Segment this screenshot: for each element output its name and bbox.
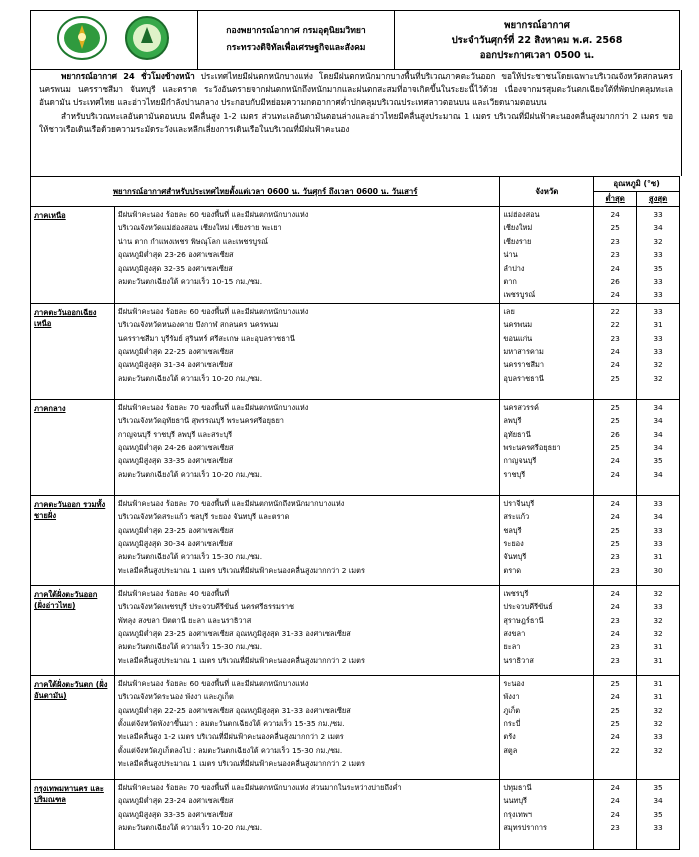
- province-name: สระแก้ว: [503, 512, 530, 522]
- region-row: [31, 495, 680, 585]
- max-temp: 32: [653, 718, 663, 728]
- province-name: ระนอง: [503, 678, 525, 688]
- province-name: ราชบุรี: [503, 469, 526, 479]
- forecast-line: อุณหภูมิต่ำสุด 22-25 องศาเซลเซียส: [117, 346, 234, 356]
- forecast-line: บริเวณจังหวัดอุทัยธานี สุพรรณบุรี พระนครศรีอยุธยา: [117, 416, 284, 426]
- min-temp: 24: [610, 290, 620, 300]
- region-forecast: [114, 675, 500, 779]
- province-list: [500, 675, 594, 779]
- max-temp: 31: [653, 655, 663, 665]
- region-name: ภาคตะวันออก รวมทั้งชายฝั่ง: [31, 495, 115, 585]
- max-temp: 30: [653, 565, 663, 575]
- province-name: พังงา: [503, 692, 520, 702]
- min-col-header: ต่ำสุด: [594, 192, 637, 207]
- max-temp: 33: [653, 498, 663, 508]
- forecast-line: ทะเลมีคลื่นสูงประมาณ 1 เมตร บริเวณที่มีฝนฟ้าคะนองคลื่นสูงมากกว่า 2 เมตร: [117, 655, 365, 665]
- min-temp: 24: [610, 796, 620, 806]
- region-name: ภาคตะวันออกเฉียงเหนือ: [31, 303, 115, 399]
- min-temp: 24: [610, 498, 620, 508]
- max-temp: 34: [653, 512, 663, 522]
- province-name: นครราชสีมา: [503, 360, 545, 370]
- region-row: [31, 585, 680, 675]
- region-body: [31, 207, 680, 850]
- forecast-line: อุณหภูมิต่ำสุด 23-25 องศาเซลเซียส อุณหภูมิสูงสุด 31-33 องศาเซลเซียส: [117, 628, 351, 638]
- min-temp: 26: [610, 276, 620, 286]
- min-temp-list: [594, 495, 637, 585]
- max-temp: 35: [653, 263, 663, 273]
- min-temp: 25: [610, 718, 620, 728]
- max-temp: 31: [653, 678, 663, 688]
- forecast-line: บริเวณจังหวัดแม่ฮ่องสอน เชียงใหม่ เชียงราย พะเยา: [117, 223, 282, 233]
- min-temp: 25: [610, 223, 620, 233]
- max-temp-list: [637, 399, 680, 495]
- max-temp: 31: [653, 692, 663, 702]
- province-name: ระยอง: [503, 538, 524, 548]
- max-temp: 33: [653, 732, 663, 742]
- max-temp: 34: [653, 429, 663, 439]
- min-temp: 22: [610, 320, 620, 330]
- province-name: มหาสารคาม: [503, 346, 544, 356]
- intro-para1: [39, 70, 673, 110]
- region-forecast: [114, 303, 500, 399]
- max-temp: 33: [653, 602, 663, 612]
- max-temp: 31: [653, 320, 663, 330]
- max-temp-list: [637, 585, 680, 675]
- forecast-line: มีฝนฟ้าคะนอง ร้อยละ 70 ของพื้นที่ และมีฝนตกหนักบางแห่ง: [117, 402, 309, 412]
- forecast-line: มีฝนฟ้าคะนอง ร้อยละ 70 ของพื้นที่ และมีฝนตกหนักถึงหนักมากบางแห่ง: [117, 498, 345, 508]
- province-list: [500, 495, 594, 585]
- province-name: จันทบุรี: [503, 552, 527, 562]
- province-name: ตรัง: [503, 732, 516, 742]
- province-name: ตราด: [503, 565, 522, 575]
- agency-cell: [198, 11, 395, 70]
- province-name: กระบี่: [503, 718, 521, 728]
- max-temp: 33: [653, 250, 663, 260]
- max-temp: 33: [653, 346, 663, 356]
- forecast-line: มีฝนฟ้าคะนอง ร้อยละ 70 ของพื้นที่ และมีฝนตกหนักบางแห่ง ส่วนมากในระหว่างบ่ายถึงค่ำ: [117, 782, 402, 792]
- min-temp: 24: [610, 360, 620, 370]
- region-row: [31, 779, 680, 849]
- province-name: เลย: [503, 306, 515, 316]
- province-list: [500, 207, 594, 304]
- min-temp: 23: [610, 250, 620, 260]
- forecast-line: บริเวณจังหวัดเพชรบุรี ประจวบคีรีขันธ์ นครศรีธรรมราช: [117, 602, 294, 612]
- max-temp: 34: [653, 416, 663, 426]
- min-temp: 25: [610, 373, 620, 383]
- forecast-line: อุณหภูมิสูงสุด 33-35 องศาเซลเซียส: [117, 809, 233, 819]
- max-temp: 33: [653, 210, 663, 219]
- region-name: ภาคใต้ฝั่งตะวันออก (ฝั่งอ่าวไทย): [31, 585, 115, 675]
- max-temp: 33: [653, 538, 663, 548]
- region-name: กรุงเทพมหานคร และปริมณฑล: [31, 779, 115, 849]
- forecast-line: อุณหภูมิต่ำสุด 24-26 องศาเซลเซียส: [117, 442, 234, 452]
- max-temp: 31: [653, 552, 663, 562]
- min-temp: 25: [610, 525, 620, 535]
- max-temp: 33: [653, 822, 663, 832]
- province-name: เพชรบูรณ์: [503, 290, 536, 300]
- forecast-line: กาญจนบุรี ราชบุรี ลพบุรี และสระบุรี: [117, 429, 233, 439]
- max-temp: 32: [653, 628, 663, 638]
- max-temp: 34: [653, 469, 663, 479]
- max-temp: 33: [653, 290, 663, 300]
- province-name: ขอนแก่น: [503, 333, 533, 343]
- max-temp: 32: [653, 373, 663, 383]
- province-name: เชียงใหม่: [503, 223, 533, 233]
- max-temp-list: [637, 303, 680, 399]
- min-temp: 24: [610, 210, 620, 219]
- forecast-line: อุณหภูมิต่ำสุด 23-25 องศาเซลเซียส: [117, 525, 234, 535]
- forecast-line: นครราชสีมา บุรีรัมย์ สุรินทร์ ศรีสะเกษ และอุบลราชธานี: [117, 333, 295, 343]
- max-temp: 31: [653, 642, 663, 652]
- forecast-line: มีฝนฟ้าคะนอง ร้อยละ 60 ของพื้นที่ และมีฝนตกหนักบางแห่ง: [117, 306, 309, 316]
- min-temp: 23: [610, 655, 620, 665]
- max-temp-list: [637, 207, 680, 304]
- min-temp: 23: [610, 552, 620, 562]
- min-temp: 25: [610, 705, 620, 715]
- province-name: นครพนม: [503, 320, 533, 330]
- forecast-line: พัทลุง สงขลา ปัตตานี ยะลา และนราธิวาส: [117, 615, 252, 625]
- forecast-cell: [395, 11, 680, 70]
- min-temp: 23: [610, 236, 620, 246]
- forecast-line: อุณหภูมิสูงสุด 31-34 องศาเซลเซียส: [117, 360, 233, 370]
- max-temp: 32: [653, 615, 663, 625]
- max-temp: 32: [653, 745, 663, 755]
- max-temp: 34: [653, 796, 663, 806]
- min-temp-list: [594, 585, 637, 675]
- max-temp: 32: [653, 588, 663, 598]
- max-temp: 32: [653, 360, 663, 370]
- province-name: ปราจีนบุรี: [503, 498, 535, 508]
- region-row: [31, 399, 680, 495]
- forecast-col-header: พยากรณ์อากาศสำหรับประเทศไทยตั้งแต่เวลา 0600 น. วันศุกร์ ถึงเวลา 0600 น. วันเสาร์: [31, 177, 500, 207]
- intro-lead: พยากรณ์อากาศ 24 ชั่วโมงข้างหน้า: [61, 71, 195, 81]
- region-row: [31, 303, 680, 399]
- forecast-line: ลมตะวันตกเฉียงใต้ ความเร็ว 15-30 กม./ชม.: [117, 642, 263, 652]
- province-name: นนทบุรี: [503, 796, 528, 806]
- intro-text: [30, 70, 682, 176]
- min-temp: 23: [610, 642, 620, 652]
- min-temp: 25: [610, 538, 620, 548]
- min-temp: 25: [610, 678, 620, 688]
- min-temp: 23: [610, 565, 620, 575]
- min-temp-list: [594, 207, 637, 304]
- forecast-line: ทะเลมีคลื่นสูงประมาณ 1 เมตร บริเวณที่มีฝนฟ้าคะนองคลื่นสูงมากกว่า 2 เมตร: [117, 565, 365, 575]
- min-temp: 22: [610, 306, 620, 316]
- min-temp: 24: [610, 456, 620, 466]
- province-name: เชียงราย: [503, 236, 532, 246]
- intro-para2: สำหรับบริเวณทะเลอันดามันตอนบน มีคลื่นสูง 1-2 เมตร ส่วนทะเลอันดามันตอนล่างและอ่าวไทยมีคลื่นสูงประมาณ 1 เมตร บริเวณที่มีฝนฟ้าคะนองคลื่นสูงมากกว่า 2 เมตร ขอให้ชาวเรือเดินเรือด้วยความระมัดระวังและหลีกเลี่ยงการเดินเรือในบริเวณที่มีฝนฟ้าคะนอง: [39, 110, 673, 134]
- min-temp: 25: [610, 442, 620, 452]
- min-temp-list: [594, 675, 637, 779]
- agency-line2: กระทรวงดิจิทัลเพื่อเศรษฐกิจและสังคม: [226, 43, 366, 53]
- province-name: สมุทรปราการ: [503, 822, 548, 832]
- province-name: เพชรบุรี: [503, 588, 529, 598]
- province-name: ประจวบคีรีขันธ์: [503, 602, 553, 612]
- max-temp: 33: [653, 333, 663, 343]
- agency-line1: กองพยากรณ์อากาศ กรมอุตุนิยมวิทยา: [226, 26, 366, 36]
- min-temp: 24: [610, 588, 620, 598]
- region-forecast: [114, 399, 500, 495]
- region-name: ภาคกลาง: [31, 399, 115, 495]
- max-temp: 33: [653, 525, 663, 535]
- min-temp: 23: [610, 333, 620, 343]
- province-list: [500, 303, 594, 399]
- min-temp: 24: [610, 692, 620, 702]
- region-forecast: [114, 207, 500, 304]
- forecast-line: มีฝนฟ้าคะนอง ร้อยละ 60 ของพื้นที่ และมีฝนตกหนักบางแห่ง: [117, 678, 309, 688]
- province-name: ภูเก็ต: [503, 705, 521, 715]
- forecast-date: ประจำวันศุกร์ที่ 22 สิงหาคม พ.ศ. 2568: [451, 34, 623, 46]
- max-temp: 34: [653, 402, 663, 412]
- max-temp: 32: [653, 236, 663, 246]
- min-temp: 24: [610, 602, 620, 612]
- logo-area: [31, 11, 198, 70]
- min-temp: 25: [610, 402, 620, 412]
- max-temp: 35: [653, 809, 663, 819]
- province-name: นครสวรรค์: [503, 402, 539, 412]
- min-temp: 25: [610, 416, 620, 426]
- max-temp: 35: [653, 782, 663, 792]
- province-name: นราธิวาส: [503, 655, 534, 665]
- min-temp: 24: [610, 782, 620, 792]
- forecast-line: บริเวณจังหวัดหนองคาย บึงกาฬ สกลนคร นครพนม: [117, 320, 279, 330]
- province-name: สงขลา: [503, 628, 526, 638]
- region-name: ภาคใต้ฝั่งตะวันตก (ฝั่งอันดามัน): [31, 675, 115, 779]
- province-name: กาญจนบุรี: [503, 456, 537, 466]
- forecast-issued: ออกประกาศเวลา 0500 น.: [479, 49, 595, 61]
- max-temp-list: [637, 495, 680, 585]
- temp-col-header: อุณหภูมิ (°ซ): [594, 177, 680, 192]
- forecast-line: ตั้งแต่จังหวัดพังงาขึ้นมา : ลมตะวันตกเฉียงใต้ ความเร็ว 15-35 กม./ชม.: [117, 718, 345, 728]
- min-temp-list: [594, 779, 637, 849]
- forecast-line: ตั้งแต่จังหวัดภูเก็ตลงไป : ลมตะวันตกเฉียงใต้ ความเร็ว 15-30 กม./ชม.: [117, 745, 343, 755]
- forecast-table: [30, 176, 680, 850]
- province-list: [500, 585, 594, 675]
- province-name: น่าน: [503, 250, 518, 260]
- forecast-line: ลมตะวันตกเฉียงใต้ ความเร็ว 10-20 กม./ชม.: [117, 373, 263, 383]
- forecast-line: ทะเลมีคลื่นสูงประมาณ 1 เมตร บริเวณที่มีฝนฟ้าคะนองคลื่นสูงมากกว่า 2 เมตร: [117, 759, 365, 769]
- province-name: แม่ฮ่องสอน: [503, 210, 540, 219]
- tmd-logo: [56, 15, 108, 65]
- forecast-title: พยากรณ์อากาศ: [504, 19, 570, 31]
- min-temp: 26: [610, 429, 620, 439]
- min-temp: 24: [610, 512, 620, 522]
- min-temp: 24: [610, 809, 620, 819]
- intro-para1-text: ประเทศไทยมีฝนตกหนักบางแห่ง โดยมีฝนตกหนักมากบางพื้นที่บริเวณภาคตะวันออก ขอให้ประชาชนโดยเฉพาะบริเวณจังหวัดสกลนคร นครพนม นครราชสีมา จันทบุรี และตราด ระวังอันตรายจากฝนตกหนักถึงหนักมากและฝนตกสะสมที่อาจเกิดขึ้นในระยะนี้ไว้ด้วย เนื่องจากมรสุมตะวันตกเฉียงใต้ที่พัดปกคลุมทะเลอันดามัน ประเทศไทย และอ่าวไทยมีกำลังปานกลาง ประกอบกับมีหย่อมความกดอากาศต่ำปกคลุมบริเวณประเทศลาวตอนบน และเวียดนามตอนบน: [39, 71, 673, 108]
- region-forecast: [114, 495, 500, 585]
- min-temp: 23: [610, 615, 620, 625]
- forecast-line: อุณหภูมิสูงสุด 33-35 องศาเซลเซียส: [117, 456, 233, 466]
- province-name: อุบลราชธานี: [503, 373, 544, 383]
- forecast-line: มีฝนฟ้าคะนอง ร้อยละ 40 ของพื้นที่: [117, 588, 230, 598]
- min-temp-list: [594, 303, 637, 399]
- forecast-line: อุณหภูมิต่ำสุด 23-24 องศาเซลเซียส: [117, 796, 234, 806]
- forecast-line: บริเวณจังหวัดระนอง พังงา และภูเก็ต: [117, 692, 234, 702]
- forecast-line: มีฝนฟ้าคะนอง ร้อยละ 60 ของพื้นที่ และมีฝนตกหนักบางแห่ง: [117, 210, 309, 219]
- province-name: ตาก: [503, 276, 517, 286]
- province-name: กรุงเทพฯ: [503, 809, 532, 819]
- max-temp-list: [637, 779, 680, 849]
- forecast-line: ลมตะวันตกเฉียงใต้ ความเร็ว 10-20 กม./ชม.: [117, 469, 263, 479]
- min-temp: 24: [610, 469, 620, 479]
- province-name: ชลบุรี: [503, 525, 522, 535]
- forecast-line: อุณหภูมิต่ำสุด 22-25 องศาเซลเซียส อุณหภูมิสูงสุด 31-33 องศาเซลเซียส: [117, 705, 351, 715]
- max-temp: 32: [653, 705, 663, 715]
- province-name: ลำปาง: [503, 263, 525, 273]
- max-temp: 34: [653, 223, 663, 233]
- forecast-line: อุณหภูมิต่ำสุด 23-26 องศาเซลเซียส: [117, 250, 234, 260]
- province-name: ยะลา: [503, 642, 521, 652]
- forecast-line: ทะเลมีคลื่นสูง 1-2 เมตร บริเวณที่มีฝนฟ้าคะนองคลื่นสูงมากกว่า 2 เมตร: [117, 732, 344, 742]
- max-temp: 33: [653, 306, 663, 316]
- region-name: ภาคเหนือ: [31, 207, 115, 304]
- province-name: สุราษฎร์ธานี: [503, 615, 544, 625]
- region-forecast: [114, 585, 500, 675]
- min-temp: 22: [610, 745, 620, 755]
- province-name: ปทุมธานี: [503, 782, 532, 792]
- forecast-line: ลมตะวันตกเฉียงใต้ ความเร็ว 10-20 กม./ชม.: [117, 822, 263, 832]
- forecast-line: บริเวณจังหวัดสระแก้ว ชลบุรี ระยอง จันทบุรี และตราด: [117, 512, 290, 522]
- min-temp: 24: [610, 732, 620, 742]
- max-temp-list: [637, 675, 680, 779]
- region-row: [31, 675, 680, 779]
- province-name: สตูล: [503, 745, 518, 755]
- max-temp: 33: [653, 276, 663, 286]
- forecast-line: ลมตะวันตกเฉียงใต้ ความเร็ว 15-30 กม./ชม.: [117, 552, 263, 562]
- ministry-logo: [122, 15, 172, 65]
- max-temp: 34: [653, 442, 663, 452]
- forecast-line: อุณหภูมิสูงสุด 32-35 องศาเซลเซียส: [117, 263, 233, 273]
- min-temp: 24: [610, 628, 620, 638]
- min-temp-list: [594, 399, 637, 495]
- min-temp: 23: [610, 822, 620, 832]
- max-col-header: สูงสุด: [637, 192, 680, 207]
- header-table: [30, 10, 680, 70]
- max-temp: 35: [653, 456, 663, 466]
- province-name: ลพบุรี: [503, 416, 522, 426]
- forecast-line: ลมตะวันตกเฉียงใต้ ความเร็ว 10-15 กม./ชม.: [117, 276, 263, 286]
- min-temp: 24: [610, 346, 620, 356]
- province-col-header: จังหวัด: [500, 177, 594, 207]
- forecast-line: อุณหภูมิสูงสุด 30-34 องศาเซลเซียส: [117, 538, 233, 548]
- province-list: [500, 779, 594, 849]
- province-name: พระนครศรีอยุธยา: [503, 442, 561, 452]
- min-temp: 24: [610, 263, 620, 273]
- province-name: อุทัยธานี: [503, 429, 531, 439]
- region-row: [31, 207, 680, 304]
- forecast-line: น่าน ตาก กำแพงเพชร พิษณุโลก และเพชรบูรณ์: [117, 236, 268, 246]
- province-list: [500, 399, 594, 495]
- region-forecast: [114, 779, 500, 849]
